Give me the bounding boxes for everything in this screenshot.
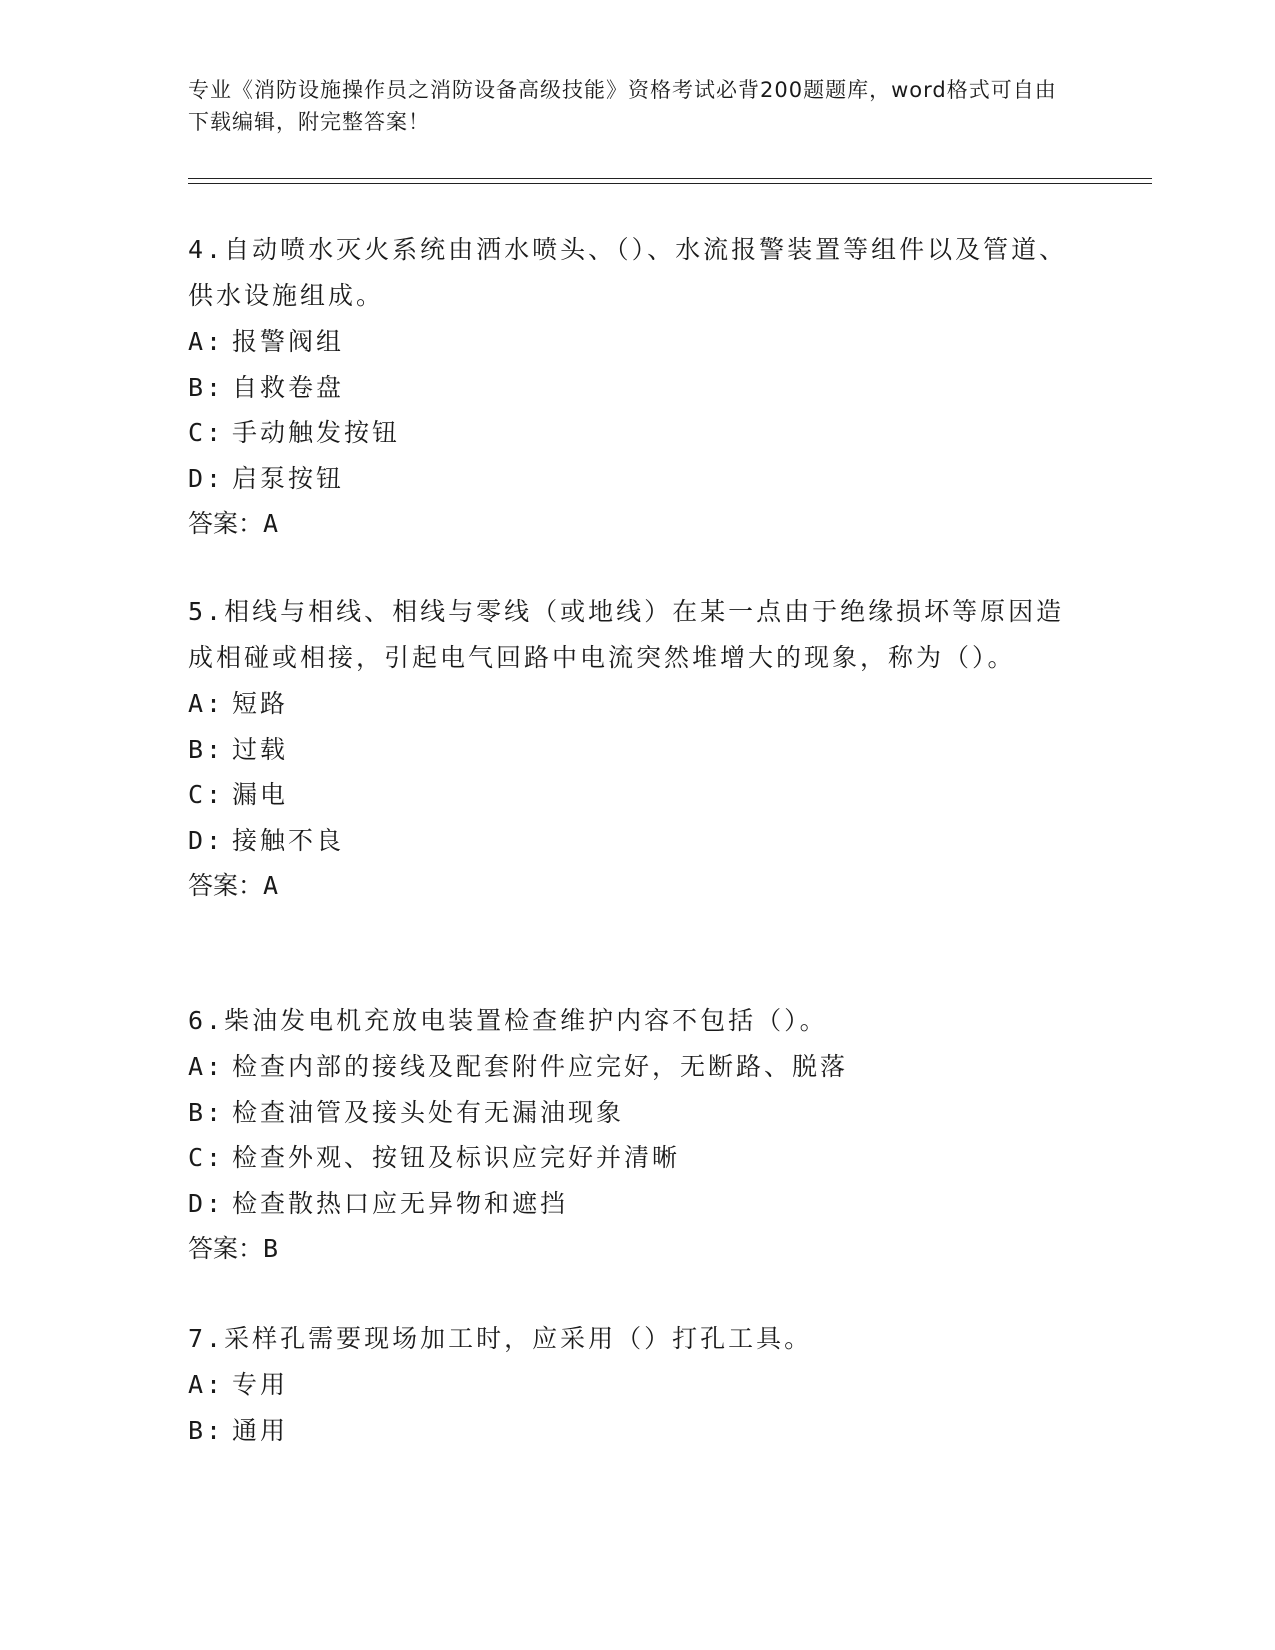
option-text: 检查散热口应无异物和遮挡 bbox=[232, 1188, 569, 1218]
question-4 bbox=[188, 227, 1068, 547]
question-6 bbox=[188, 998, 1068, 1272]
option-label: A: bbox=[188, 327, 225, 356]
option-label: B: bbox=[188, 1415, 225, 1445]
option-text: 接触不良 bbox=[232, 825, 345, 855]
answer-label: 答案： bbox=[188, 871, 264, 900]
question-stem: 7.采样孔需要现场加工时，应采用（）打孔工具。 bbox=[188, 1324, 813, 1353]
option-label: A: bbox=[188, 1370, 225, 1399]
option-a bbox=[188, 319, 1068, 365]
option-b bbox=[188, 365, 1068, 411]
document-header: 专业《消防设施操作员之消防设备高级技能》资格考试必背200题题库，word格式可自由下载编辑，附完整答案！ bbox=[188, 78, 1057, 134]
answer-value: A bbox=[263, 509, 279, 538]
option-label: C: bbox=[188, 1143, 225, 1172]
option-text: 启泵按钮 bbox=[232, 463, 345, 493]
option-label: C: bbox=[188, 780, 225, 809]
option-text: 检查内部的接线及配套附件应完好，无断路、脱落 bbox=[232, 1052, 849, 1081]
option-text: 手动触发按钮 bbox=[232, 418, 401, 447]
option-label: B: bbox=[188, 372, 225, 402]
answer-label: 答案： bbox=[188, 509, 264, 538]
option-text: 漏电 bbox=[232, 780, 289, 809]
option-a bbox=[188, 681, 1068, 727]
option-b bbox=[188, 1408, 1068, 1454]
question-5 bbox=[188, 589, 1068, 909]
option-label: A: bbox=[188, 689, 225, 718]
question-7 bbox=[188, 1316, 1068, 1453]
option-label: A: bbox=[188, 1052, 225, 1081]
option-text: 通用 bbox=[232, 1415, 289, 1445]
option-a bbox=[188, 1362, 1068, 1408]
option-label: B: bbox=[188, 1097, 225, 1127]
answer-value: B bbox=[263, 1234, 279, 1263]
option-text: 过载 bbox=[232, 734, 289, 764]
question-stem: 5.相线与相线、相线与零线（或地线）在某一点由于绝缘损坏等原因造成相碰或相接，引起电气回路中电流突然堆增大的现象，称为（）。 bbox=[188, 597, 1065, 672]
option-text: 专用 bbox=[232, 1370, 289, 1399]
option-label: D: bbox=[188, 1188, 225, 1218]
option-text: 检查油管及接头处有无漏油现象 bbox=[232, 1097, 625, 1127]
question-stem: 6.柴油发电机充放电装置检查维护内容不包括（）。 bbox=[188, 1006, 828, 1035]
option-b bbox=[188, 1090, 1068, 1136]
option-label: D: bbox=[188, 825, 225, 855]
option-c bbox=[188, 1135, 1068, 1181]
answer-line bbox=[188, 501, 1068, 547]
option-d bbox=[188, 1181, 1068, 1227]
header-divider-top bbox=[188, 178, 1152, 179]
option-text: 自救卷盘 bbox=[232, 372, 345, 402]
option-c bbox=[188, 410, 1068, 456]
option-label: C: bbox=[188, 418, 225, 447]
option-text: 报警阀组 bbox=[232, 327, 345, 356]
option-c bbox=[188, 772, 1068, 818]
option-b bbox=[188, 727, 1068, 773]
answer-value: A bbox=[263, 871, 279, 900]
option-text: 检查外观、按钮及标识应完好并清晰 bbox=[232, 1143, 681, 1172]
option-text: 短路 bbox=[232, 689, 289, 718]
option-d bbox=[188, 818, 1068, 864]
option-a bbox=[188, 1044, 1068, 1090]
option-d bbox=[188, 456, 1068, 502]
question-stem: 4.自动喷水灭火系统由洒水喷头、（）、水流报警装置等组件以及管道、供水设施组成。 bbox=[188, 235, 1068, 310]
answer-line bbox=[188, 1226, 1068, 1272]
answer-line bbox=[188, 863, 1068, 909]
option-label: D: bbox=[188, 463, 225, 493]
option-label: B: bbox=[188, 734, 225, 764]
answer-label: 答案： bbox=[188, 1234, 264, 1263]
header-divider-bottom bbox=[188, 183, 1152, 184]
